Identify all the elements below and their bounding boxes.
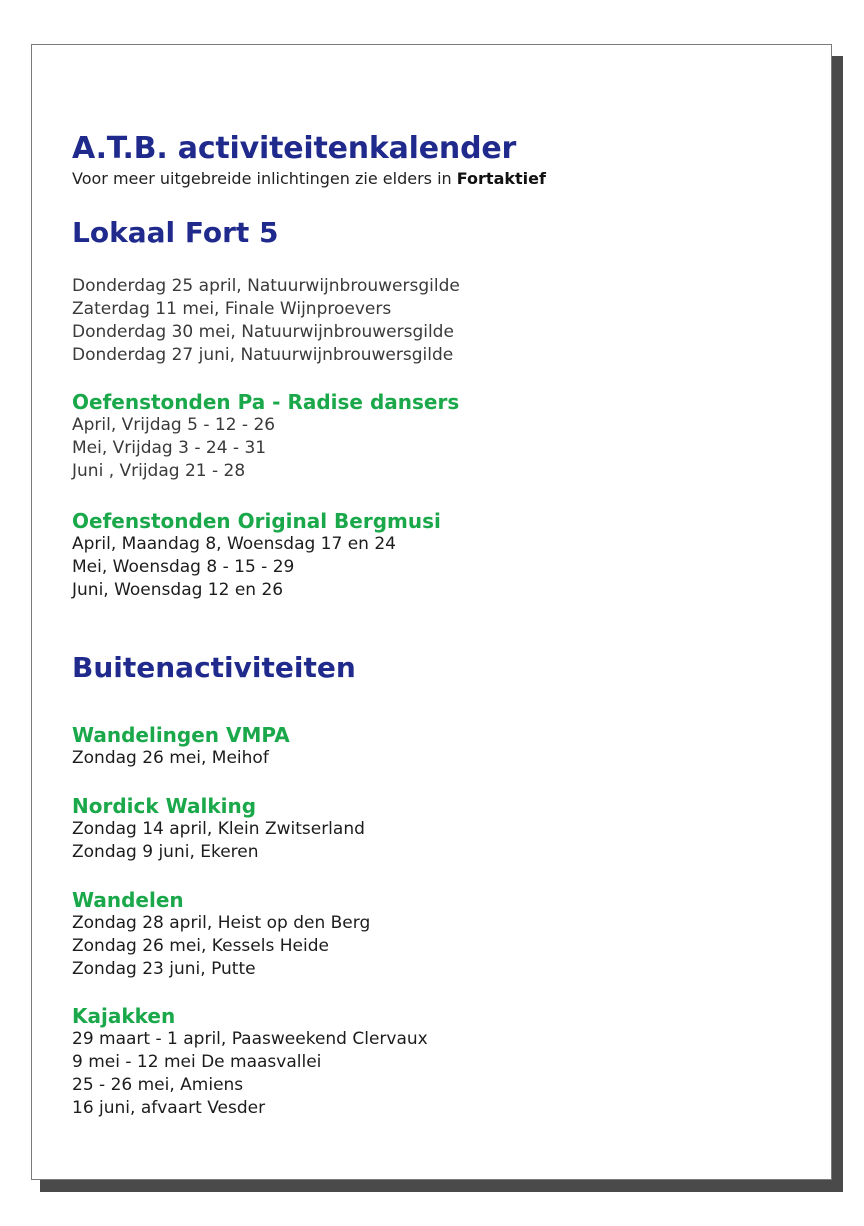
section-buiten: [72, 651, 356, 685]
list-item: Zondag 14 april, Klein Zwitserland: [72, 819, 365, 839]
group-radise-dansers: [72, 390, 459, 483]
list-item: 29 maart - 1 april, Paasweekend Clervaux: [72, 1029, 428, 1049]
subtitle-text: Voor meer uitgebreide inlichtingen zie elders in: [72, 169, 452, 188]
group-original-bergmusi: [72, 509, 441, 602]
page-subtitle: [72, 169, 546, 189]
page-title: A.T.B. activiteitenkalender: [72, 131, 517, 166]
sub-heading: Nordick Walking: [72, 794, 257, 818]
list-item: Mei, Vrijdag 3 - 24 - 31: [72, 438, 267, 458]
section-lokaal: [72, 216, 279, 250]
list-item: Donderdag 30 mei, Natuurwijnbrouwersgilde: [72, 322, 454, 342]
subtitle-publication: Fortaktief: [456, 169, 546, 188]
list-item: Zondag 9 juni, Ekeren: [72, 842, 259, 862]
list-item: Zondag 26 mei, Kessels Heide: [72, 936, 329, 956]
group-kajakken: [72, 1004, 428, 1120]
list-item: Zaterdag 11 mei, Finale Wijnproevers: [72, 299, 392, 319]
header: [72, 131, 546, 189]
sub-heading: Wandelingen VMPA: [72, 723, 290, 747]
section-heading-buiten: Buitenactiviteiten: [72, 651, 356, 684]
list-item: Juni , Vrijdag 21 - 28: [72, 461, 246, 481]
list-item: Mei, Woensdag 8 - 15 - 29: [72, 557, 295, 577]
list-item: Zondag 28 april, Heist op den Berg: [72, 913, 371, 933]
list-item: Donderdag 27 juni, Natuurwijnbrouwersgilde: [72, 345, 454, 365]
list-item: Donderdag 25 april, Natuurwijnbrouwersgilde: [72, 276, 460, 296]
document-page: [31, 44, 832, 1180]
list-item: Juni, Woensdag 12 en 26: [72, 580, 284, 600]
list-item: 9 mei - 12 mei De maasvallei: [72, 1052, 322, 1072]
sub-heading: Wandelen: [72, 888, 184, 912]
group-nordick-walking: [72, 794, 365, 864]
group-wandelingen-vmpa: [72, 723, 290, 770]
list-item: Zondag 23 juni, Putte: [72, 959, 256, 979]
list-item: Zondag 26 mei, Meihof: [72, 748, 269, 768]
sub-heading: Kajakken: [72, 1004, 176, 1028]
list-item: April, Maandag 8, Woensdag 17 en 24: [72, 534, 396, 554]
section-heading-lokaal: Lokaal Fort 5: [72, 216, 279, 249]
list-item: April, Vrijdag 5 - 12 - 26: [72, 415, 276, 435]
group-wandelen: [72, 888, 370, 981]
sub-heading: Oefenstonden Pa - Radise dansers: [72, 390, 460, 414]
lokaal-event-list: [72, 275, 460, 367]
list-item: 25 - 26 mei, Amiens: [72, 1075, 244, 1095]
sub-heading: Oefenstonden Original Bergmusi: [72, 509, 441, 533]
list-item: 16 juni, afvaart Vesder: [72, 1098, 266, 1118]
